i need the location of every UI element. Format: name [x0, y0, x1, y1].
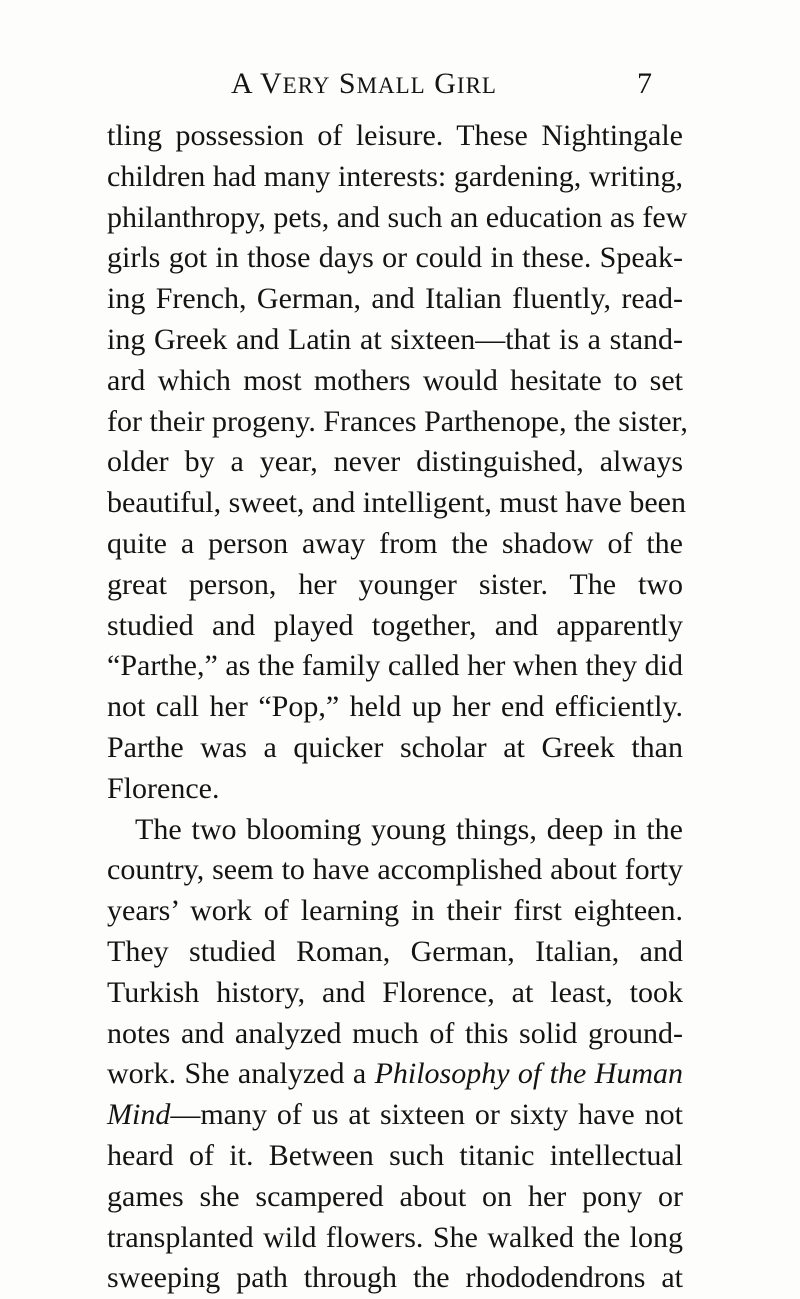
text-line: country, seem to have accomplished about forty [107, 853, 683, 887]
line-lead: work. She analyzed a [107, 1057, 375, 1091]
text-line: heard of it. Between such titanic intellectual [107, 1138, 683, 1172]
text-line: Turkish history, and Florence, at least, took [107, 975, 683, 1009]
text-line: Parthe was a quicker scholar at Greek than [107, 730, 683, 764]
text-line: great person, her younger sister. The two [107, 567, 683, 601]
text-line: philanthropy, pets, and such an education as few [107, 200, 688, 234]
running-head-title: A VERY SMALL GIRL [231, 67, 497, 100]
text-line: years’ work of learning in their first eighteen. [107, 894, 683, 928]
text-line: transplanted wild flowers. She walked the long [107, 1220, 683, 1254]
text-line: tling possession of leisure. These Nightingale [107, 119, 683, 152]
text-line: sweeping path through the rhododendrons at [107, 1261, 683, 1295]
text-line: ing Greek and Latin at sixteen—that is a stand- [107, 322, 683, 356]
text-line: Florence. [107, 771, 220, 805]
text-line: for their progeny. Frances Parthenope, the sister, [107, 404, 688, 438]
text-line: girls got in those days or could in these. Speak- [107, 241, 683, 275]
line-tail: —many of us at sixteen or sixty have not [170, 1098, 683, 1132]
running-header [231, 64, 671, 106]
page-number: 7 [637, 67, 653, 100]
text-line-with-title [107, 1054, 683, 1095]
text-line: quite a person away from the shadow of the [107, 526, 683, 560]
text-line-with-title [107, 1095, 683, 1136]
text-line: older by a year, never distinguished, always [107, 445, 683, 479]
text-line: not call her “Pop,” held up her end efficiently. [107, 690, 683, 724]
text-line: notes and analyzed much of this solid ground- [107, 1016, 683, 1050]
text-line: games she scampered about on her pony or [107, 1179, 683, 1213]
text-line: ing French, German, and Italian fluently, read- [107, 282, 683, 316]
book-title-italic: Philosophy of the Human [374, 1057, 683, 1091]
body-text [107, 116, 688, 1299]
book-title-italic: Mind [107, 1098, 171, 1132]
text-line: “Parthe,” as the family called her when they did [107, 649, 683, 683]
paragraph-start-line: The two blooming young things, deep in the [135, 812, 683, 846]
text-line: studied and played together, and apparently [107, 608, 683, 642]
text-line: beautiful, sweet, and intelligent, must have been [107, 486, 686, 520]
text-line: children had many interests: gardening, writing, [107, 159, 683, 193]
text-line: ard which most mothers would hesitate to set [107, 363, 683, 397]
text-line: They studied Roman, German, Italian, and [107, 934, 683, 968]
